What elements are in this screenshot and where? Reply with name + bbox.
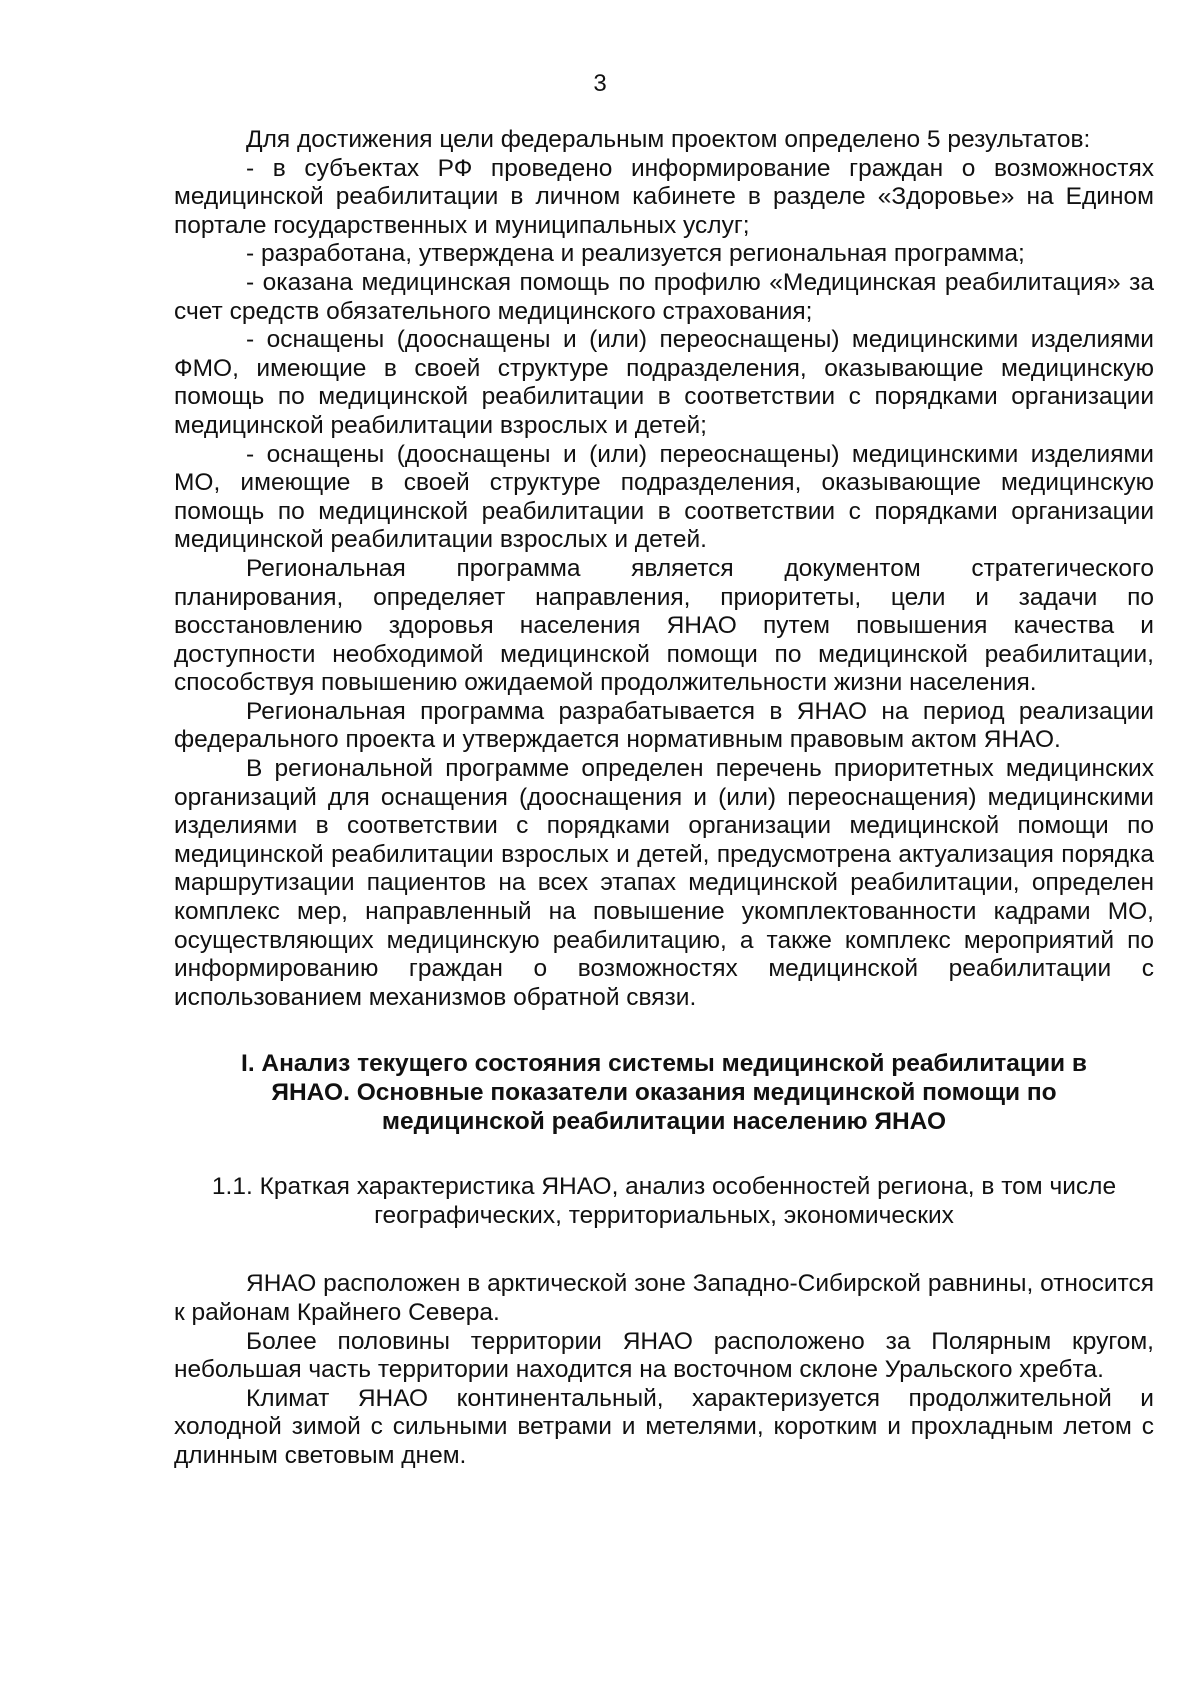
paragraph: Климат ЯНАО континентальный, характеризуется продолжительной и холодной зимой с сильными ветрами и метелями, коротким и прохладным летом с длинным световым днем. xyxy=(174,1384,1154,1469)
subsection-heading-line: 1.1. Краткая характеристика ЯНАО, анализ особенностей региона, в том числе xyxy=(211,1173,1117,1201)
paragraph: - разработана, утверждена и реализуется региональная программа; xyxy=(246,240,1025,268)
subsection-heading-line: географических, территориальных, экономических xyxy=(374,1202,954,1230)
paragraph: - оказана медицинская помощь по профилю «Медицинская реабилитация» за счет средств обязательного медицинского страхования; xyxy=(174,268,1154,325)
page-number: 3 xyxy=(593,70,607,97)
paragraph: - оснащены (дооснащены и (или) переоснащены) медицинскими изделиями МО, имеющие в своей структуре подразделения, оказывающие медицинскую помощь по медицинской реабилитации в соответствии с порядками организации медицинской реабилитации взрослых и детей. xyxy=(174,440,1154,554)
subsection-heading xyxy=(174,1172,1154,1230)
paragraph: - в субъектах РФ проведено информирование граждан о возможностях медицинской реабилитации в личном кабинете в разделе «Здоровье» на Едином портале государственных и муниципальных услуг; xyxy=(174,154,1154,239)
section-heading xyxy=(174,1049,1154,1136)
paragraph: Региональная программа является документом стратегического планирования, определяет направления, приоритеты, цели и задачи по восстановлению здоровья населения ЯНАО путем повышения качества и доступности необходимой медицинской помощи по медицинской реабилитации, способствуя повышению ожидаемой продолжительности жизни населения. xyxy=(174,554,1154,697)
paragraph: Региональная программа разрабатывается в ЯНАО на период реализации федерального проекта и утверждается нормативным правовым актом ЯНАО. xyxy=(174,697,1154,754)
paragraph: В региональной программе определен перечень приоритетных медицинских организаций для оснащения (дооснащения и (или) переоснащения) медицинскими изделиями в соответствии с порядками организации медицинской помощи по медицинской реабилитации взрослых и детей, предусмотрена актуализация порядка маршрутизации пациентов на всех этапах медицинской реабилитации, определен комплекс мер, направленный на повышение укомплектованности кадрами МО, осуществляющих медицинскую реабилитацию, а также комплекс мероприятий по информированию граждан о возможностях медицинской реабилитации с использованием механизмов обратной связи. xyxy=(174,755,1154,1011)
paragraph: Для достижения цели федеральным проектом определено 5 результатов: xyxy=(246,126,1091,153)
paragraph: Более половины территории ЯНАО расположено за Полярным кругом, небольшая часть территории находится на восточном склоне Уральского хребта. xyxy=(174,1327,1154,1384)
section-heading-line: I. Анализ текущего состояния системы медицинской реабилитации в xyxy=(241,1050,1087,1078)
section-heading-line: ЯНАО. Основные показатели оказания медицинской помощи по xyxy=(271,1079,1057,1107)
paragraph: - оснащены (дооснащены и (или) переоснащены) медицинскими изделиями ФМО, имеющие в своей структуре подразделения, оказывающие медицинскую помощь по медицинской реабилитации в соответствии с порядками организации медицинской реабилитации взрослых и детей; xyxy=(174,326,1154,439)
section-heading-line: медицинской реабилитации населению ЯНАО xyxy=(381,1108,947,1136)
document-body xyxy=(174,126,1154,1471)
paragraph: ЯНАО расположен в арктической зоне Западно-Сибирской равнины, относится к районам Крайнего Севера. xyxy=(174,1270,1154,1326)
